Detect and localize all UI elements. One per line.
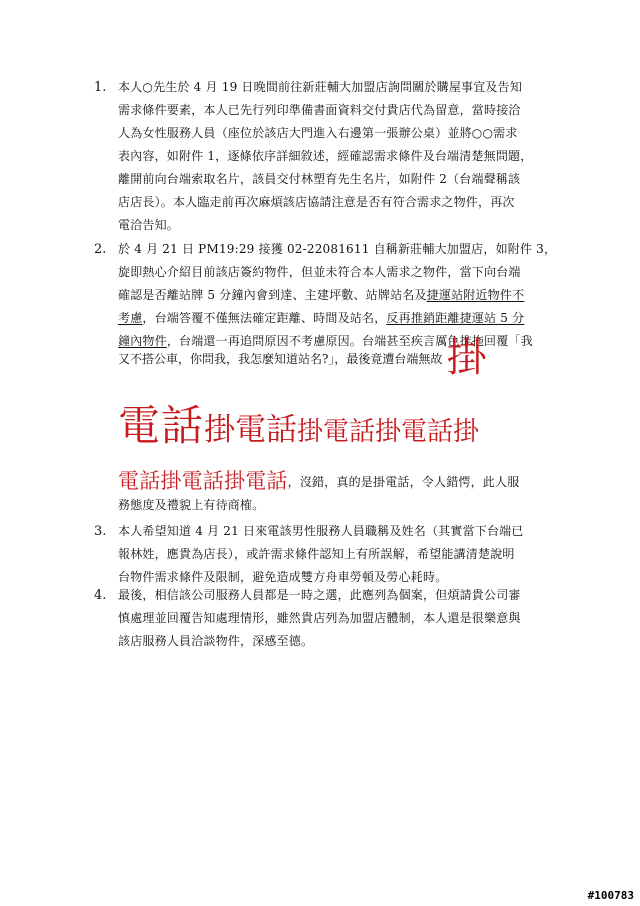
emphasis-red-text: 掛電話 <box>204 412 298 448</box>
emphasis-red-text: 掛電話掛電話掛 <box>297 417 480 447</box>
text-line: 該店服務人員洽談物件，深感至德。 <box>118 634 314 648</box>
paragraph-2-number: 2. <box>94 242 107 257</box>
text-line: 慎處理並回覆告知處理情形，雖然貴店列為加盟店體制，本人還是很樂意與 <box>118 611 521 625</box>
paragraph-2-tail <box>118 470 568 517</box>
text-line: 務態度及禮貌上有待商榷。 <box>118 498 265 512</box>
text-line <box>118 307 556 330</box>
underlined-text: 捷運站附近物件不 <box>426 288 525 302</box>
text-line: 人為女性服務人員（座位於該店大門進入右邊第一張辦公桌）並將○○需求 <box>118 126 518 140</box>
paragraph-2-text <box>118 238 556 353</box>
emphasis-red-text: 電話 <box>118 401 205 450</box>
text-line: 表內容，如附件 1，逐條依序詳細敘述，經確認需求條件及台端清楚無問題， <box>118 149 533 163</box>
text-line: 於 4 月 21 日 PM19:29 接獲 02-22081611 自稱新莊輔大加盟店，如附件 3， <box>118 242 557 256</box>
text-line: 電洽告知。 <box>118 218 180 232</box>
text-line <box>118 284 556 307</box>
text-line: 報林姓，應貴為店長），或許需求條件認知上有所誤解，希望能講清楚說明 <box>118 547 515 561</box>
paragraph-1-text <box>118 76 556 237</box>
paragraph-4-number: 4. <box>94 588 107 603</box>
document-id-stamp: #100783 <box>587 889 634 902</box>
paragraph-3-text <box>118 520 556 589</box>
text-line: 最後，相信該公司服務人員都是一時之選，此應列為個案，但煩請貴公司審 <box>118 588 521 602</box>
emphasis-red-text: 電話掛電話掛電話 <box>118 469 288 493</box>
text-segment: ，台端還一再追問原因不考慮原因。台端甚至疾言厲色推拖回覆「我 <box>166 334 533 348</box>
text-line: 旋即熱心介紹目前該店簽約物件，但並未符合本人需求之物件，當下向台端 <box>118 265 521 279</box>
text-line: 需求條件要素，本人已先行列印準備書面資料交付貴店代為留意，當時接洽 <box>118 103 521 117</box>
text-segment: 又不搭公車，你問我，我怎麼知道站名?」，最後竟遭台端無故 <box>118 352 443 366</box>
paragraph-1-number: 1. <box>94 80 107 95</box>
underlined-text: 考慮 <box>118 311 143 325</box>
text-line: 本人○先生於 4 月 19 日晚間前往新莊輔大加盟店詢問關於購屋事宜及告知 <box>118 80 523 94</box>
emphasis-red-text: 掛 <box>446 335 487 381</box>
text-segment: 確認是否離站牌 5 分鐘內會到達、主建坪數、站牌站名及 <box>118 288 427 302</box>
text-line: 本人希望知道 4 月 21 日來電該男性服務人員職稱及姓名（其實當下台端已 <box>118 524 524 538</box>
text-segment: ，台端答覆不僅無法確定距離、時間及站名， <box>142 311 387 325</box>
emphasis-red-row <box>118 402 479 459</box>
text-line: 離開前向台端索取名片，該員交付林塑育先生名片，如附件 2（台端聲稱該 <box>118 172 521 186</box>
text-line: 台物件需求條件及限制，避免造成雙方舟車勞頓及勞心耗時。 <box>118 570 448 584</box>
paragraph-3-number: 3. <box>94 524 107 539</box>
paragraph-4-text <box>118 584 556 653</box>
text-segment: ，沒錯，真的是掛電話，令人錯愕，此人服 <box>287 475 520 489</box>
underlined-text: 鐘內物件 <box>118 334 167 348</box>
text-line: 店店長）。本人臨走前再次麻煩該店協請注意是否有符合需求之物件，再次 <box>118 195 515 209</box>
underlined-text: 反再推銷距離捷運站 5 分 <box>386 311 525 325</box>
text-line <box>118 470 568 494</box>
